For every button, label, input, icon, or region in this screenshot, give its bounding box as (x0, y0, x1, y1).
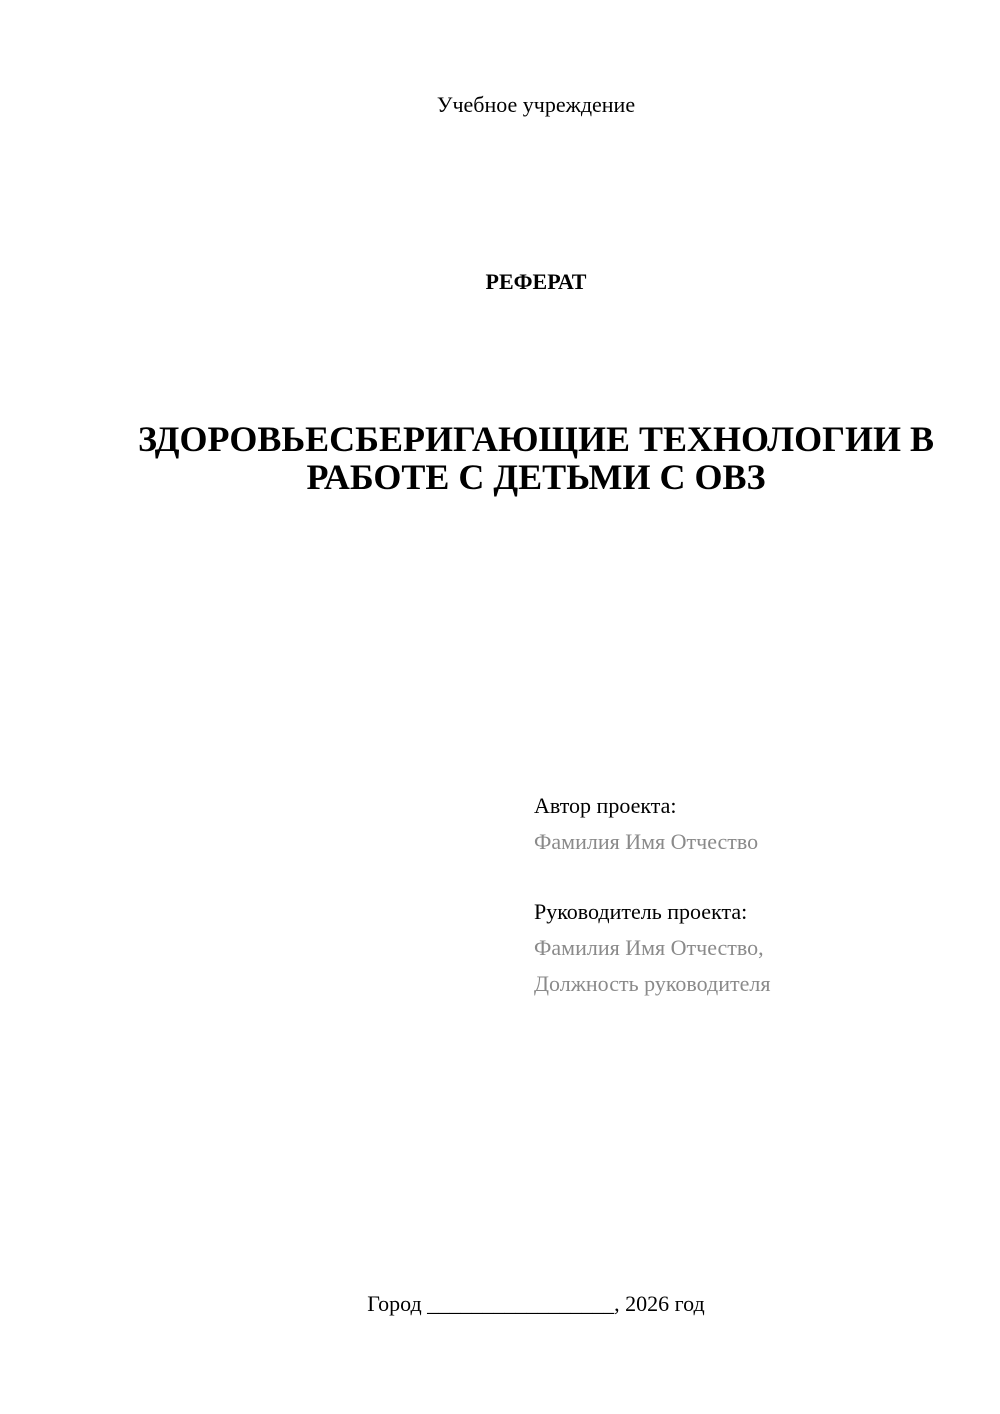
signature-spacer (534, 860, 974, 894)
supervisor-name: Фамилия Имя Отчество, (534, 935, 764, 960)
supervisor-position: Должность руководителя (534, 971, 771, 996)
document-title: ЗДОРОВЬЕСБЕРИГАЮЩИЕ ТЕХНОЛОГИИ В РАБОТЕ С ДЕТЬМИ С ОВЗ (137, 419, 935, 497)
institution-name: Учебное учреждение (436, 92, 636, 117)
signature-block (534, 788, 974, 1002)
city-year-line: Город _________________, 2026 год (367, 1291, 705, 1316)
supervisor-label: Руководитель проекта: (534, 899, 748, 924)
author-name: Фамилия Имя Отчество (534, 829, 759, 854)
document-type: РЕФЕРАТ (485, 269, 587, 294)
author-label: Автор проекта: (534, 793, 677, 818)
